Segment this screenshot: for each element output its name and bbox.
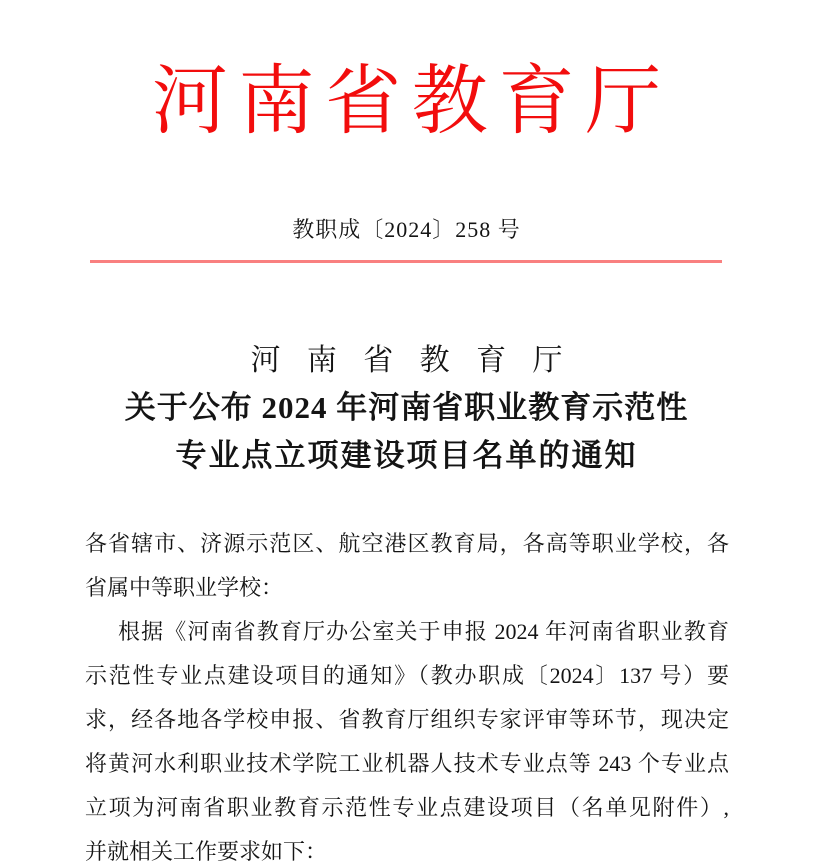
body-line-addressees-end: 省属中等职业学校： — [85, 575, 284, 600]
title-subject-line-2: 专业点立项建设项目名单的通知 — [175, 438, 638, 473]
body-line-addressees: 各省辖市、济源示范区、航空港区教育局，各高等职业学校，各 — [85, 531, 729, 556]
body-line-paragraph: 根据《河南省教育厅办公室关于申报 2024 年河南省职业教育 — [118, 619, 729, 644]
title-agency-line: 河南省教育厅 — [250, 344, 589, 377]
body-line-paragraph: 立项为河南省职业教育示范性专业点建设项目（名单见附件）, — [85, 795, 729, 820]
body-line-paragraph: 将黄河水利职业技术学院工业机器人技术专业点等 243 个专业点 — [85, 751, 729, 776]
title-subject-line-1: 关于公布 2024 年河南省职业教育示范性 — [124, 390, 689, 425]
letterhead-agency-title: 河南省教育厅 — [151, 60, 672, 144]
body-line-paragraph: 求，经各地各学校申报、省教育厅组织专家评审等环节，现决定 — [85, 707, 729, 732]
body-line-paragraph: 示范性专业点建设项目的通知》（教办职成〔2024〕137 号）要 — [85, 663, 729, 688]
red-divider-line — [90, 260, 722, 263]
document-number: 教职成〔2024〕258 号 — [292, 217, 521, 242]
body-line-paragraph-end: 并就相关工作要求如下： — [85, 839, 328, 864]
document-body — [85, 522, 729, 868]
